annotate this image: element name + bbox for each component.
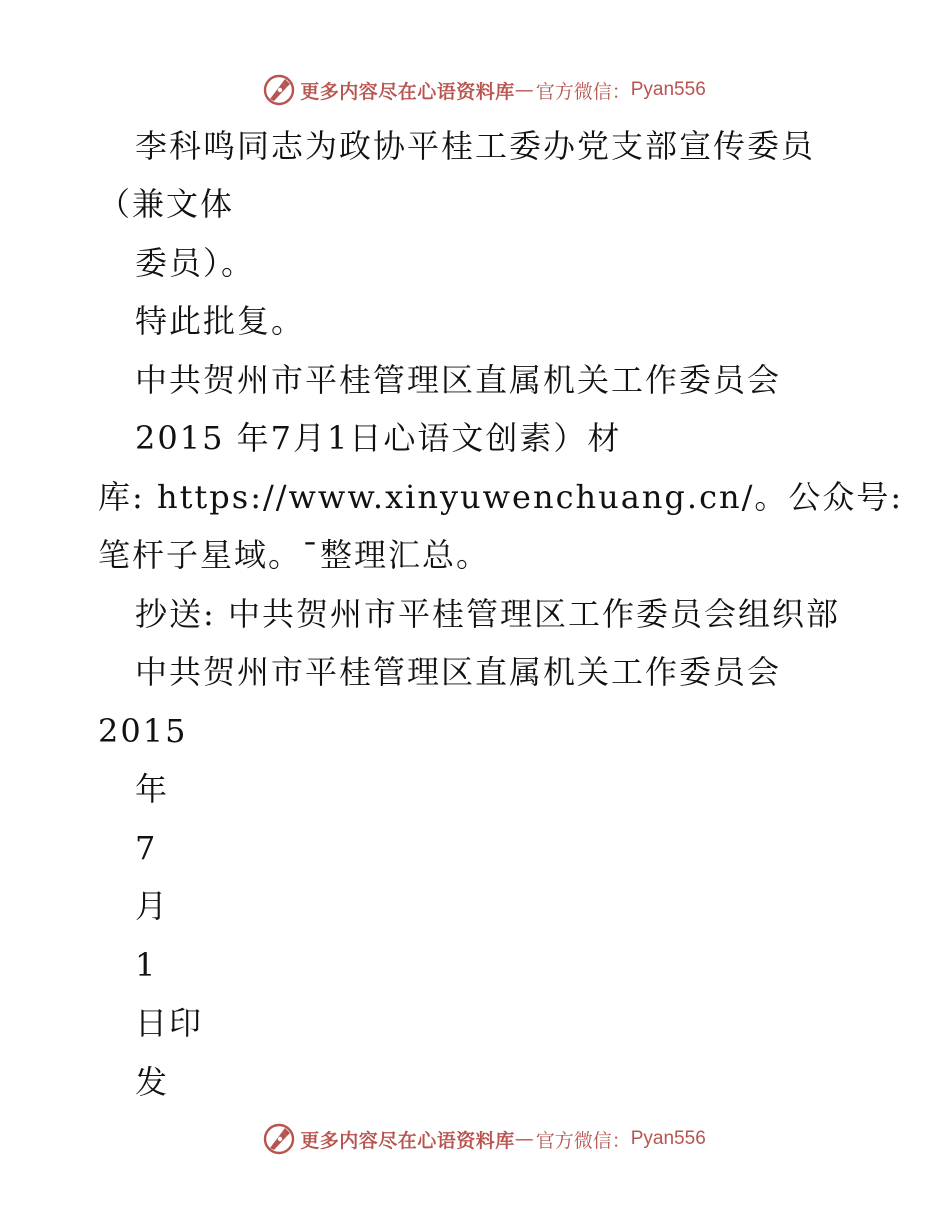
watermark-main-text: 更多内容尽在心语资料库 xyxy=(300,80,515,103)
body-line-month-char: 月 xyxy=(135,887,170,925)
body-line-appointment: 李科鸣同志为政协平桂工委办党支部宣传委员 xyxy=(135,127,816,165)
watermark-wechat-id: Pyan556 xyxy=(630,79,706,100)
body-line-issuer: 中共贺州市平桂管理区直属机关工作委员会 xyxy=(135,361,782,399)
body-line-cc: 抄送: 中共贺州市平桂管理区工作委员会组织部 xyxy=(135,595,840,633)
body-line-date-material: 2015 年7月1日心语文创素）材 xyxy=(135,419,622,457)
body-line-issue: 发 xyxy=(135,1063,170,1101)
body-line-reply: 特此批复。 xyxy=(135,302,306,340)
body-line-day-num: 1 xyxy=(135,946,158,984)
body-line-member: 委员）。 xyxy=(135,244,256,282)
body-line-year: 2015 xyxy=(98,712,188,750)
body-line-year-char: 年 xyxy=(135,770,170,808)
body-line-account: 笔杆子星域。¯整理汇总。 xyxy=(98,536,491,574)
watermark-wechat-label: 官方微信： xyxy=(535,80,631,103)
body-line-url: 库: https://www.xinyuwenchuang.cn/。公众号: xyxy=(98,478,904,516)
footer-watermark xyxy=(0,1121,950,1157)
body-line-issuer-2: 中共贺州市平桂管理区直属机关工作委员会 xyxy=(135,653,782,691)
watermark-dash: — xyxy=(514,79,534,101)
watermark-wechat-id: Pyan556 xyxy=(630,1128,706,1149)
watermark-main-text: 更多内容尽在心语资料库 xyxy=(300,1129,515,1152)
header-watermark xyxy=(0,72,950,108)
watermark-wechat-label: 官方微信： xyxy=(535,1129,631,1152)
body-line-day-print: 日印 xyxy=(135,1004,204,1042)
body-line-month-num: 7 xyxy=(135,829,158,867)
watermark-dash: — xyxy=(514,1128,534,1150)
pen-nib-logo-icon xyxy=(262,73,296,107)
pen-nib-logo-icon xyxy=(262,1122,296,1156)
body-line-concurrent: （兼文体 xyxy=(98,185,235,223)
